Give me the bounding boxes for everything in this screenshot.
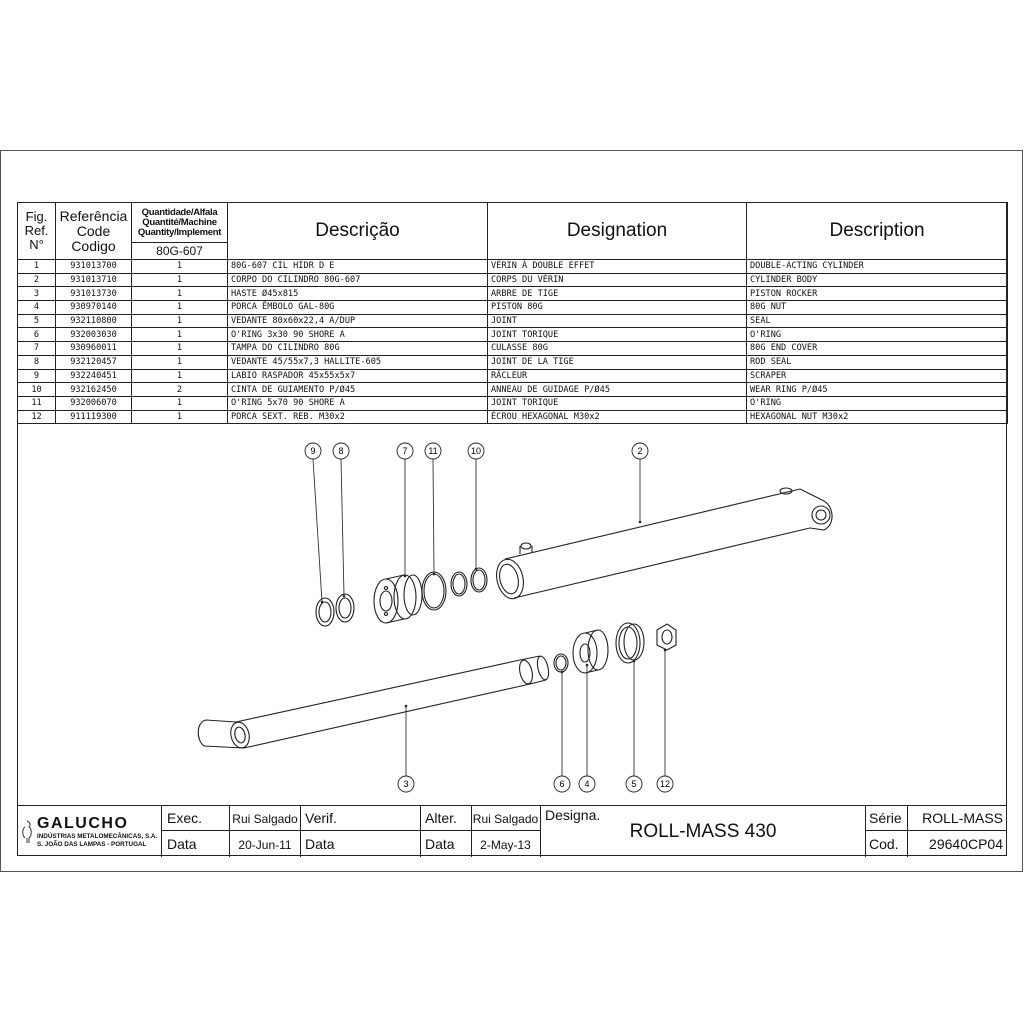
scraper-part xyxy=(316,598,334,626)
balloon-callout xyxy=(632,443,648,523)
balloon-callout xyxy=(333,443,349,597)
description-cell: HEXAGONAL NUT M30x2 xyxy=(747,410,1008,424)
designation-cell: VÉRIN À DOUBLE EFFET xyxy=(488,260,747,274)
code-cell: 931013730 xyxy=(56,287,132,301)
balloon-label: 10 xyxy=(470,446,482,456)
company-logo xyxy=(21,815,159,849)
descricao-cell: CORPO DO CILINDRO 80G-607 xyxy=(228,273,488,287)
description-cell: WEAR RING P/Ø45 xyxy=(747,383,1008,397)
balloon-callout xyxy=(398,705,414,792)
quantity-cell: 1 xyxy=(132,301,228,315)
descricao-cell: PORCA ÊMBOLO GAL-80G xyxy=(228,301,488,315)
fig-ref-cell: 10 xyxy=(18,383,56,397)
descricao-cell: HASTE Ø45x815 xyxy=(228,287,488,301)
balloon-label: 5 xyxy=(631,779,637,789)
fig-ref-cell: 5 xyxy=(18,314,56,328)
balloon-callout xyxy=(657,649,673,792)
fig-ref-cell: 7 xyxy=(18,342,56,356)
verif-data-label: Data xyxy=(305,836,335,852)
rod-seal-part xyxy=(336,594,354,622)
designation-cell: RÂCLEUR xyxy=(488,369,747,383)
description-header: Description xyxy=(747,203,1008,260)
quantidade-label: Quantidade/Alfala xyxy=(141,206,218,218)
alter-data-label: Data xyxy=(425,836,455,852)
exec-data-label: Data xyxy=(167,836,197,852)
balloon-label: 7 xyxy=(402,446,408,456)
balloon-label: 9 xyxy=(310,446,316,456)
quantity-cell: 1 xyxy=(132,273,228,287)
balloon-callout xyxy=(305,443,323,603)
descricao-cell: VEDANTE 45/55x7,3 HALLITE-605 xyxy=(228,355,488,369)
machine-label: 80G-607 xyxy=(132,242,227,259)
code-cell: 932006070 xyxy=(56,396,132,410)
designation-cell: ARBRE DE TIGE xyxy=(488,287,747,301)
description-cell: 80G END COVER xyxy=(747,342,1008,356)
fig-label: Fig. xyxy=(25,209,48,224)
quantity-cell: 1 xyxy=(132,287,228,301)
fig-ref-cell: 1 xyxy=(18,260,56,274)
code-cell: 930960011 xyxy=(56,342,132,356)
description-cell: SEAL xyxy=(747,314,1008,328)
fig-ref-cell: 6 xyxy=(18,328,56,342)
fig-ref-cell: 11 xyxy=(18,396,56,410)
descricao-header: Descrição xyxy=(228,203,488,260)
quantity-cell: 1 xyxy=(132,355,228,369)
descricao-cell: TAMPA DO CILINDRO 80G xyxy=(228,342,488,356)
wear-ring-part xyxy=(451,568,487,596)
description-cell: PISTON ROCKER xyxy=(747,287,1008,301)
quantity-cell: 1 xyxy=(132,260,228,274)
description-cell: 80G NUT xyxy=(747,301,1008,315)
oring-small-part xyxy=(554,654,568,672)
balloon-label: 3 xyxy=(403,779,409,789)
balloon-label: 2 xyxy=(637,446,643,456)
quantite-label: Quantité/Machine xyxy=(142,216,217,228)
descricao-cell: CINTA DE GUIAMENTO P/Ø45 xyxy=(228,383,488,397)
fig-ref-cell: 4 xyxy=(18,301,56,315)
quantity-cell: 1 xyxy=(132,342,228,356)
designation-cell: PISTON 80G xyxy=(488,301,747,315)
balloon-callout xyxy=(468,443,484,570)
designa-label: Designa. xyxy=(545,807,601,823)
descricao-cell: PORCA SEXT. REB. M30x2 xyxy=(228,410,488,424)
description-cell: O'RING xyxy=(747,328,1008,342)
quantity-cell: 1 xyxy=(132,369,228,383)
designation-header: Designation xyxy=(488,203,747,260)
fig-ref-cell: 8 xyxy=(18,355,56,369)
cylinder-body-part xyxy=(493,488,832,601)
balloon-callout xyxy=(579,664,595,792)
quantity-cell: 1 xyxy=(132,396,228,410)
alter-date: 2-May-13 xyxy=(480,838,531,852)
company-subtitle-2: S. JOÃO DAS LAMPAS - PORTUGAL xyxy=(37,841,147,848)
fig-ref-cell: 2 xyxy=(18,273,56,287)
oring-large-part xyxy=(422,572,446,610)
piston-part xyxy=(573,630,608,673)
designation-cell: ÉCROU HEXAGONAL M30x2 xyxy=(488,410,747,424)
company-name: GALUCHO xyxy=(37,815,129,832)
description-cell: CYLINDER BODY xyxy=(747,273,1008,287)
balloon-callout xyxy=(626,660,642,792)
code-cell: 931013710 xyxy=(56,273,132,287)
serie-value: ROLL-MASS xyxy=(922,810,1003,826)
designation-cell: JOINT TORIQUE xyxy=(488,328,747,342)
code-cell: 932240451 xyxy=(56,369,132,383)
balloon-label: 12 xyxy=(659,779,671,789)
hex-nut-part xyxy=(657,624,676,650)
quantity-cell: 1 xyxy=(132,328,228,342)
descricao-cell: O'RING 3x30 90 SHORE A xyxy=(228,328,488,342)
quantity-cell: 1 xyxy=(132,410,228,424)
title-block xyxy=(17,805,1007,856)
designation-cell: JOINT TORIQUE xyxy=(488,396,747,410)
exec-label: Exec. xyxy=(167,810,203,826)
quantity-label: Quantity/Implement xyxy=(137,226,222,238)
designation-cell: ANNEAU DE GUIDAGE P/Ø45 xyxy=(488,383,747,397)
balloon-callout xyxy=(397,443,413,577)
piston-rod-part xyxy=(198,655,550,750)
balloon-label: 8 xyxy=(338,446,344,456)
code-label: Code xyxy=(76,222,111,239)
rooster-logo-icon xyxy=(21,819,33,845)
code-cell: 931013700 xyxy=(56,260,132,274)
exec-date: 20-Jun-11 xyxy=(238,838,292,852)
descricao-cell: VEDANTE 80x60x22,4 A/DUP xyxy=(228,314,488,328)
description-cell: DOUBLE-ACTING CYLINDER xyxy=(747,260,1008,274)
quantity-cell: 1 xyxy=(132,314,228,328)
descricao-cell: O'RING 5x70 90 SHORE A xyxy=(228,396,488,410)
description-cell: O'RING xyxy=(747,396,1008,410)
verif-label: Verif. xyxy=(305,810,337,826)
balloon-callout xyxy=(425,443,441,575)
code-cell: 932120457 xyxy=(56,355,132,369)
designation-cell: JOINT xyxy=(488,314,747,328)
code-cell: 932003030 xyxy=(56,328,132,342)
cod-value: 29640CP04 xyxy=(929,836,1003,852)
description-cell: SCRAPER xyxy=(747,369,1008,383)
serie-label: Série xyxy=(869,810,902,826)
seal-part xyxy=(616,623,644,663)
no-label: N° xyxy=(29,237,44,252)
code-cell: 932162450 xyxy=(56,383,132,397)
code-cell: 911119300 xyxy=(56,410,132,424)
designation-cell: CORPS DU VÉRIN xyxy=(488,273,747,287)
code-cell: 930970140 xyxy=(56,301,132,315)
descricao-cell: 80G-607 CIL HIDR D E xyxy=(228,260,488,274)
alter-value: Rui Salgado xyxy=(472,812,539,826)
fig-ref-cell: 12 xyxy=(18,410,56,424)
balloon-label: 4 xyxy=(584,779,590,789)
balloon-callout xyxy=(554,671,570,792)
description-cell: ROD SEAL xyxy=(747,355,1008,369)
designa-value: ROLL-MASS 430 xyxy=(629,821,777,842)
codigo-label: Codigo xyxy=(71,237,116,254)
company-subtitle-1: INDÚSTRIAS METALOMECÂNICAS, S.A. xyxy=(37,833,158,840)
ref-label: Ref. xyxy=(24,223,49,238)
fig-ref-cell: 3 xyxy=(18,287,56,301)
descricao-cell: LABIO RASPADOR 45x55x5x7 xyxy=(228,369,488,383)
fig-ref-cell: 9 xyxy=(18,369,56,383)
referencia-label: Referência xyxy=(59,207,128,224)
cod-label: Cod. xyxy=(869,836,899,852)
designation-cell: CULASSE 80G xyxy=(488,342,747,356)
designation-cell: JOINT DE LA TIGE xyxy=(488,355,747,369)
quantity-cell: 2 xyxy=(132,383,228,397)
alter-label: Alter. xyxy=(425,810,457,826)
code-cell: 932110800 xyxy=(56,314,132,328)
end-cover-part xyxy=(374,575,422,623)
balloon-label: 6 xyxy=(559,779,565,789)
exec-value: Rui Salgado xyxy=(232,812,298,826)
balloon-label: 11 xyxy=(428,446,438,456)
